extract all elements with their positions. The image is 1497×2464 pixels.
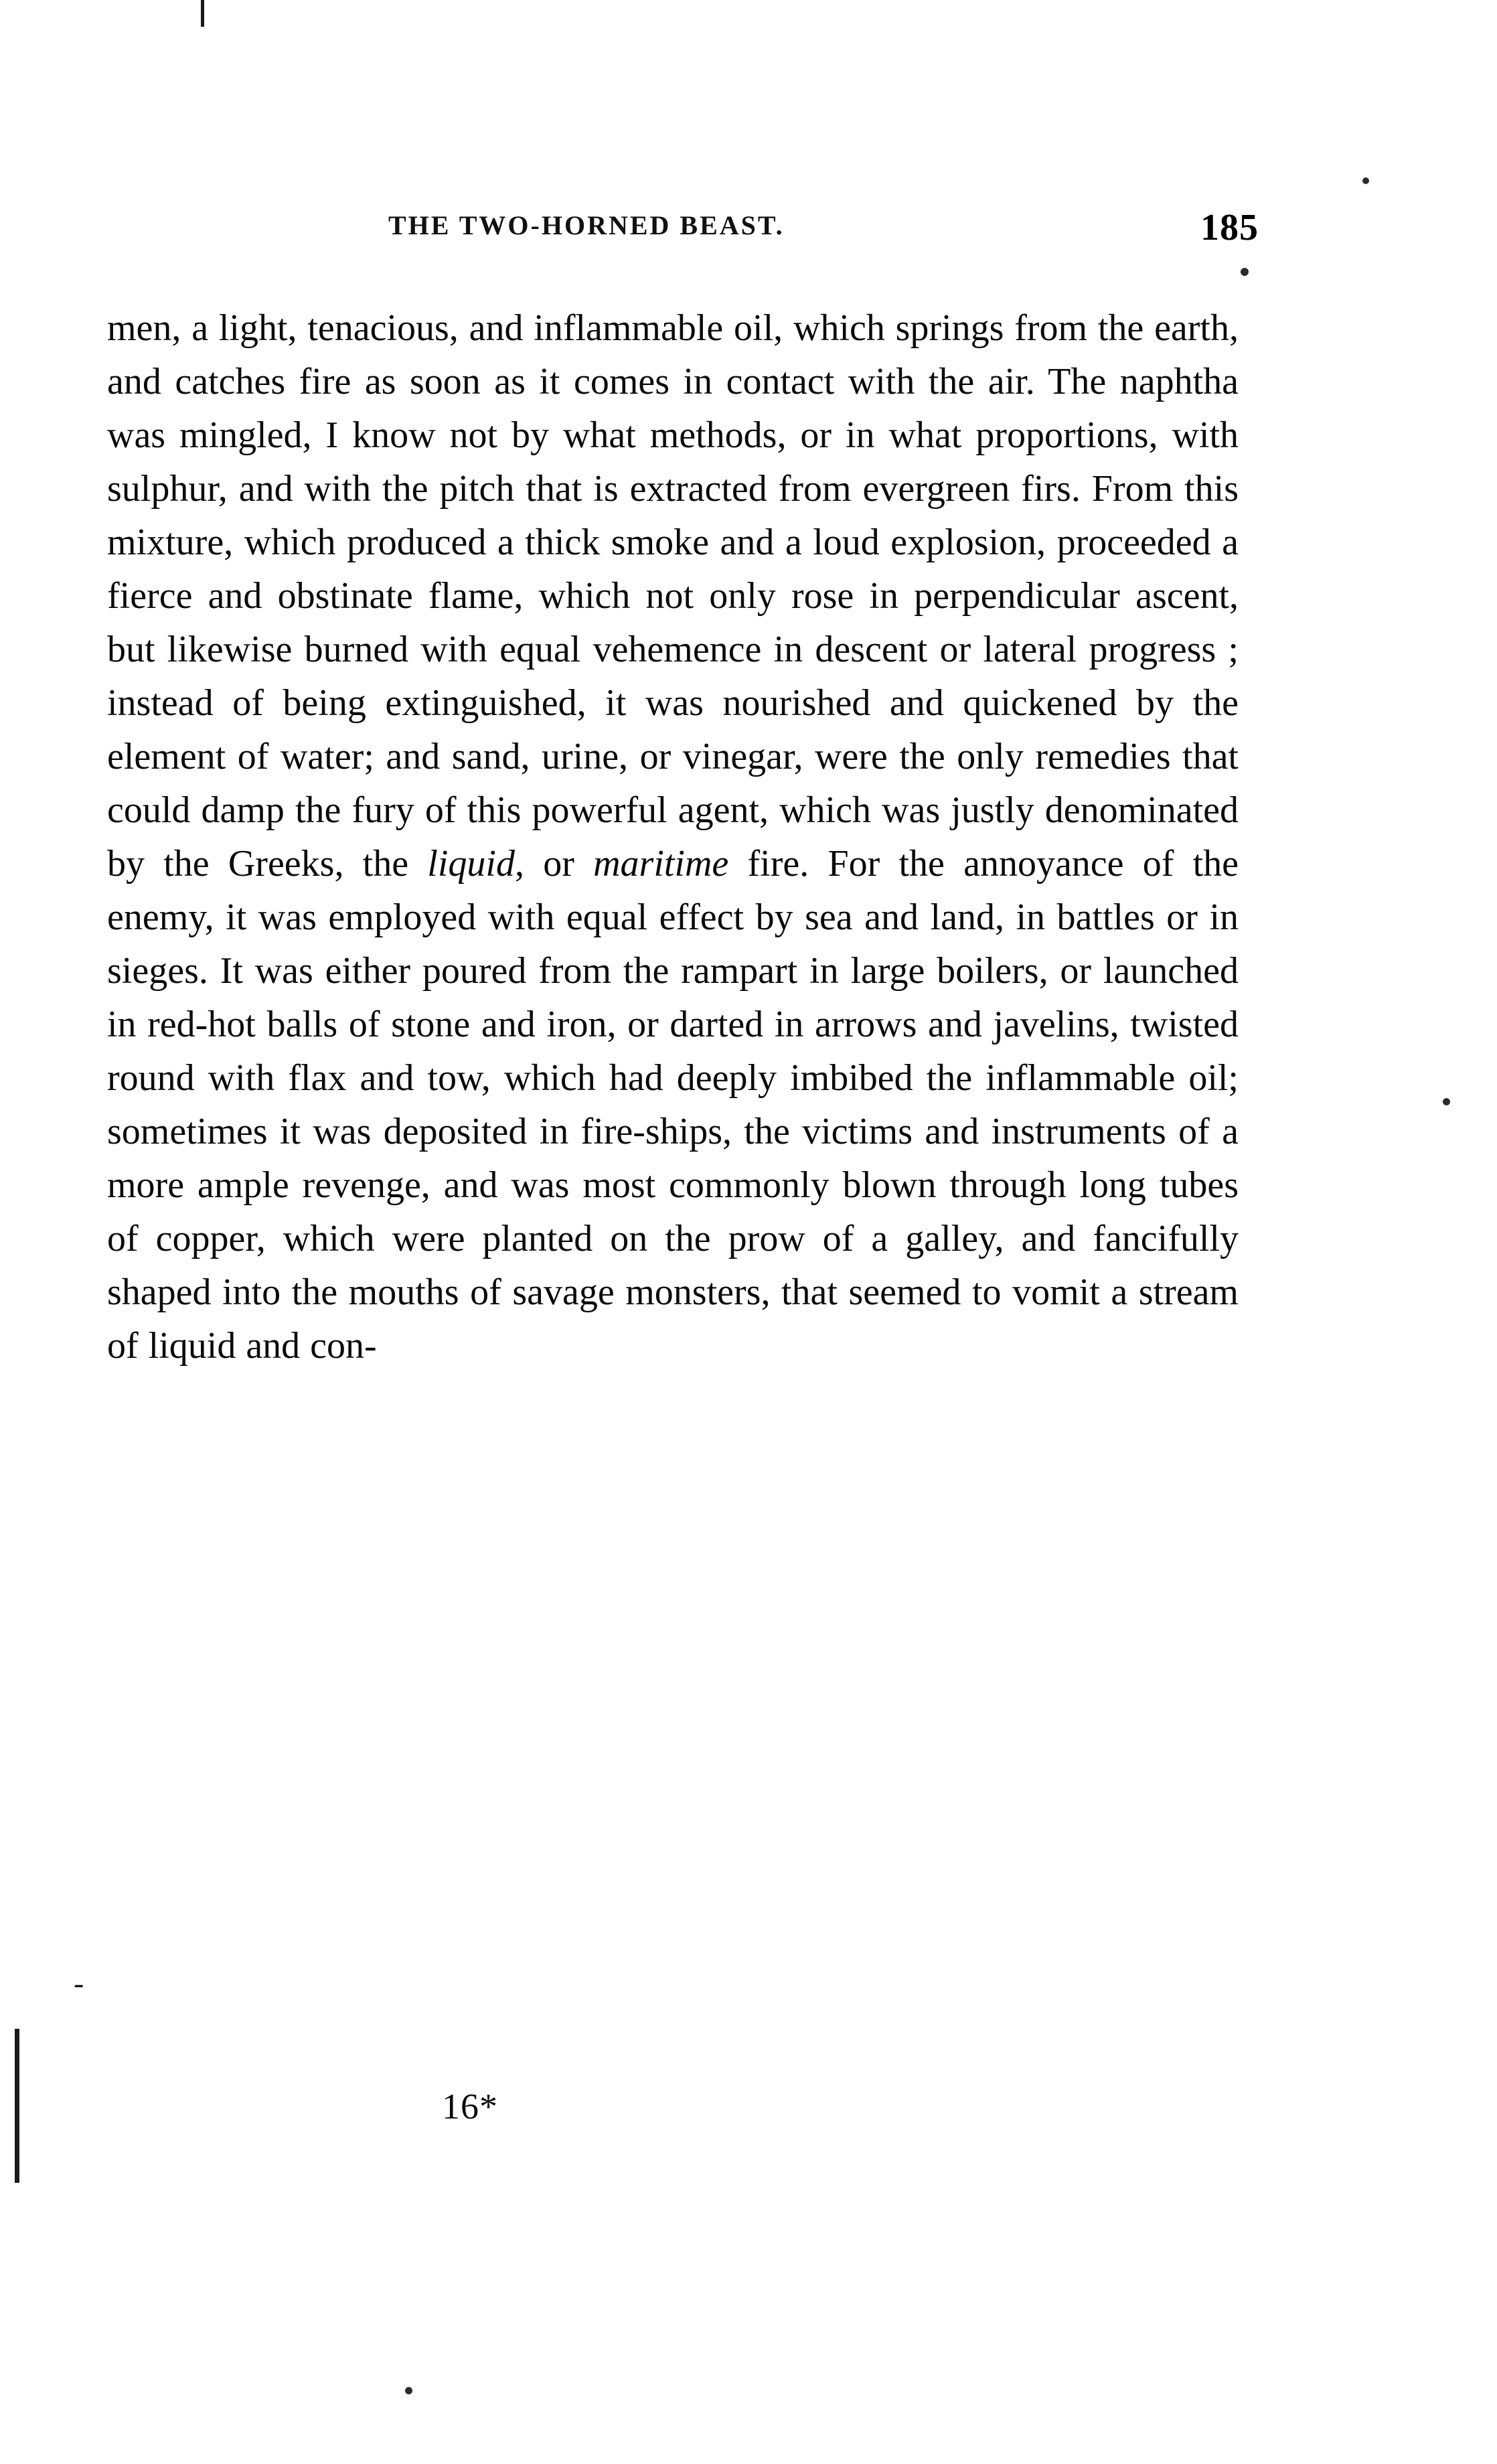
body-text-part-1: men, a light, tenacious, and inflammable oil, which springs from the earth, and catches fire as soon as it comes in contact with the air. The naphtha was mingled, I know not by what methods, or in what proportions, with sulphur, and with the pitch that is extracted from evergreen firs. From this mixture, which produced a thick smoke and a loud explosion, proceeded a fierce and obstinate flame, which not only rose in perpendicular ascent, but likewise burned with equal vehemence in descent or lateral progress ; instead of being extinguished, it was nourished and quickened by the element of water; and sand, urine, or vinegar, were the only remedies that could damp the fury of this powerful agent, which was justly denominated by the Greeks, the (107, 307, 1239, 884)
body-text-italic-maritime: maritime (593, 843, 729, 884)
scan-speck (1241, 268, 1249, 276)
scan-speck (1443, 1098, 1450, 1105)
page-number: 185 (1200, 207, 1259, 248)
scan-speck (405, 2387, 412, 2394)
body-text-part-2: , or (514, 843, 594, 884)
body-text-italic-liquid: liquid (427, 843, 515, 884)
body-paragraph (107, 301, 1239, 1373)
running-head-title: THE TWO-HORNED BEAST. (388, 210, 785, 240)
body-text-part-3: fire. For the annoyance of the enemy, it was employed with equal effect by sea and land, in battles or in sieges. It was either poured from the rampart in large boilers, or launched in red-hot balls of stone and iron, or darted in arrows and javelins, twisted round with flax and tow, which had deeply imbibed the inflammable oil; sometimes it was deposited in fire-ships, the victims and instruments of a more ample revenge, and was most commonly blown through long tubes of copper, which were planted on the prow of a galley, and fancifully shaped into the mouths of savage monsters, that seemed to vomit a stream of liquid and con- (107, 843, 1239, 1367)
scan-edge-mark (201, 0, 204, 27)
scan-speck (1362, 177, 1369, 184)
body-text-block (107, 301, 1239, 1373)
signature-mark: 16* (442, 2086, 498, 2127)
margin-dash-mark: - (74, 1966, 84, 2000)
running-head (388, 201, 1259, 248)
scan-edge-mark (15, 2029, 19, 2183)
